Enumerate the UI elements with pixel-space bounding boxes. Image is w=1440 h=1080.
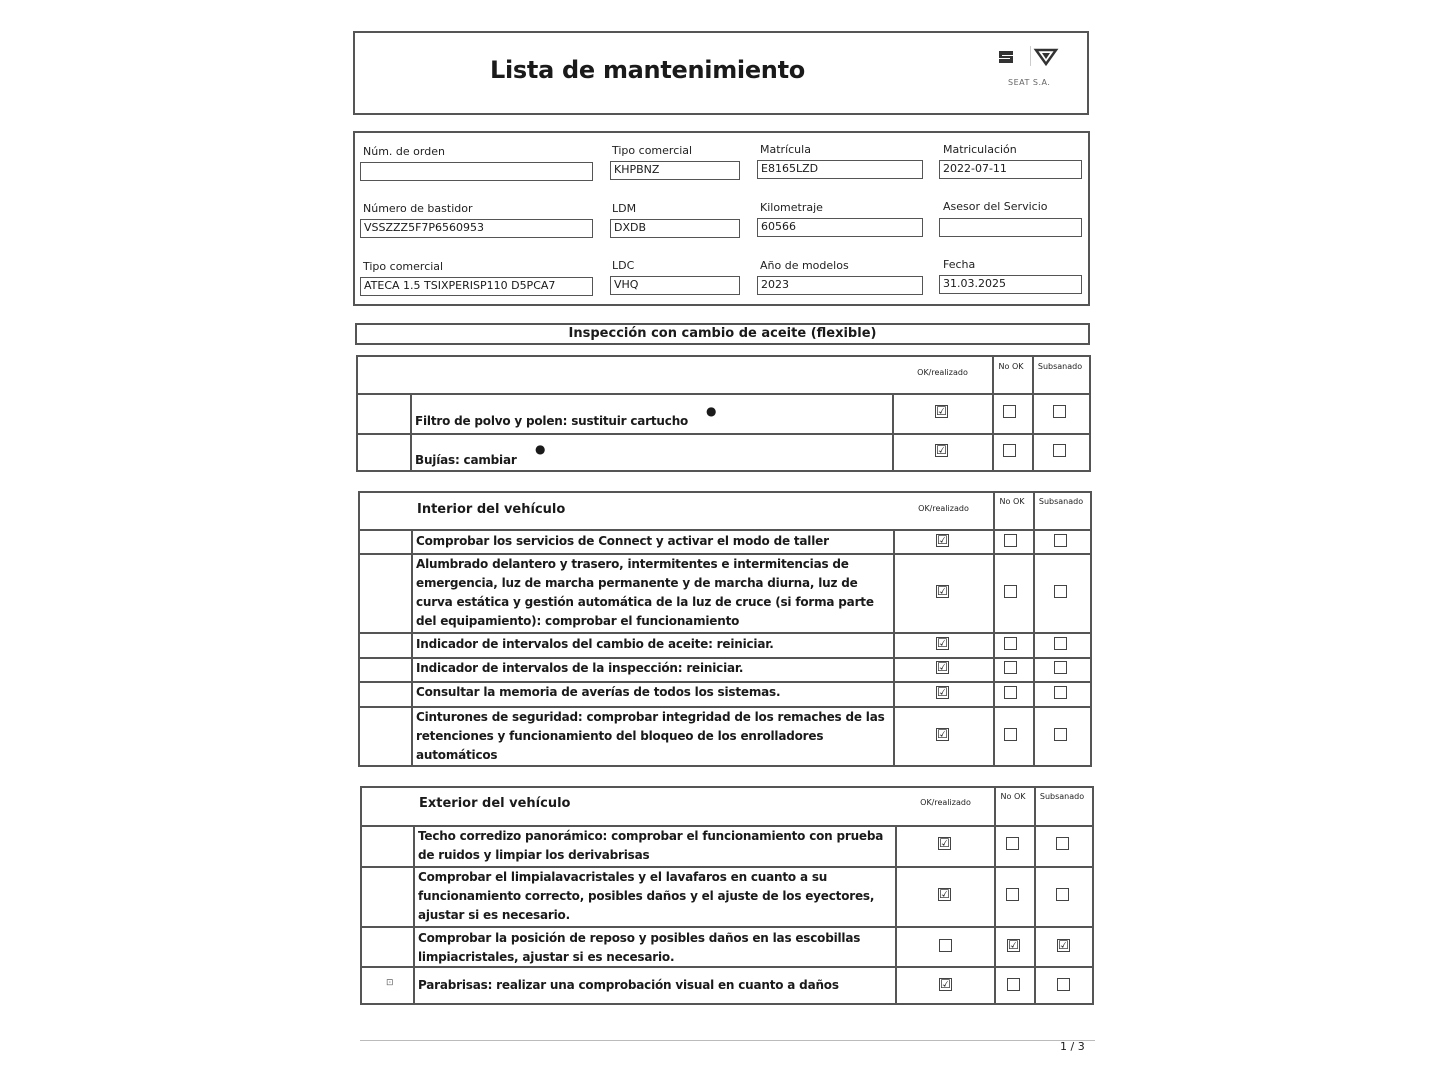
row-text: Techo corredizo panorámico: comprobar el funcionamiento con prueba de ruidos y limpiar los derivabrisas [418, 829, 884, 862]
subsanado-checkbox[interactable] [1056, 888, 1069, 901]
matriculacion-label: Matriculación [943, 143, 1017, 156]
bullet-icon: ⊡ [386, 978, 394, 988]
row-text: Alumbrado delantero y trasero, intermitentes e intermitencias de emergencia, luz de marcha permanente y de marcha diurna, luz de curva estática y gestión automática de la luz de cruce (si forma parte del equipamiento): comprobar el funcionamiento [416, 557, 874, 628]
nook-checkbox[interactable] [1004, 686, 1017, 699]
seat-logo-icon [996, 46, 1018, 68]
kilometraje-label: Kilometraje [760, 201, 823, 214]
subsanado-checkbox[interactable] [1053, 444, 1066, 457]
row-text: Comprobar los servicios de Connect y activar el modo de taller [416, 534, 829, 548]
nook-checkbox[interactable] [1004, 637, 1017, 650]
matricula-field[interactable]: E8165LZD [757, 160, 923, 179]
section3-name: Exterior del vehículo [419, 796, 571, 811]
col-subsanado-header: Subsanado [1038, 497, 1084, 506]
fecha-label: Fecha [943, 258, 976, 271]
nook-checkbox[interactable] [1003, 405, 1016, 418]
nook-checkbox[interactable]: ☑ [1008, 938, 1019, 952]
footer-divider [360, 1040, 1095, 1041]
cupra-logo-icon [1030, 44, 1060, 70]
brand-subtitle: SEAT S.A. [1008, 78, 1051, 87]
row-text: Parabrisas: realizar una comprobación visual en cuanto a daños [418, 978, 839, 992]
subsanado-checkbox[interactable]: ☑ [1058, 938, 1069, 952]
ok-checkbox[interactable]: ☑ [937, 685, 948, 699]
nook-checkbox[interactable] [1003, 444, 1016, 457]
col-ok-header: OK/realizado [917, 368, 968, 377]
nook-checkbox[interactable] [1004, 728, 1017, 741]
asesor-label: Asesor del Servicio [943, 200, 1048, 213]
tipo-comercial-label: Tipo comercial [612, 144, 693, 157]
bastidor-field[interactable]: VSSZZZ5F7P6560953 [360, 219, 593, 238]
matricula-label: Matrícula [760, 143, 811, 156]
subsanado-checkbox[interactable] [1054, 585, 1067, 598]
subsanado-checkbox[interactable] [1053, 405, 1066, 418]
ldm-label: LDM [612, 202, 637, 215]
info-dot-icon: ● [535, 442, 546, 456]
subsanado-checkbox[interactable] [1056, 837, 1069, 850]
subsanado-checkbox[interactable] [1054, 686, 1067, 699]
col-subsanado-header: Subsanado [1037, 362, 1083, 371]
ok-checkbox[interactable]: ☑ [940, 977, 951, 991]
col-ok-header: OK/realizado [918, 504, 969, 513]
ok-checkbox[interactable]: ☑ [937, 660, 948, 674]
matriculacion-field[interactable]: 2022-07-11 [939, 160, 1082, 179]
col-subsanado-header: Subsanado [1039, 792, 1085, 801]
ok-checkbox[interactable]: ☑ [937, 533, 948, 547]
bastidor-label: Número de bastidor [363, 202, 473, 215]
col-nook-header: No OK [1000, 792, 1026, 801]
nook-checkbox[interactable] [1007, 978, 1020, 991]
ano-modelos-field[interactable]: 2023 [757, 276, 923, 295]
nook-checkbox[interactable] [1004, 534, 1017, 547]
nook-checkbox[interactable] [1004, 585, 1017, 598]
ok-checkbox[interactable]: ☑ [937, 727, 948, 741]
ldc-label: LDC [612, 259, 635, 272]
num-orden-label: Núm. de orden [363, 145, 445, 158]
page-title: Lista de mantenimiento [490, 56, 805, 84]
row-text: Indicador de intervalos del cambio de aceite: reiniciar. [416, 637, 774, 651]
col-nook-header: No OK [999, 497, 1025, 506]
tipo-comercial-long-label: Tipo comercial [363, 260, 444, 273]
row-text: Cinturones de seguridad: comprobar integridad de los remaches de las retenciones y funcionamiento del bloqueo de los enrolladores automáticos [416, 710, 885, 762]
row-text: Filtro de polvo y polen: sustituir cartucho [415, 414, 689, 428]
kilometraje-field[interactable]: 60566 [757, 218, 923, 237]
row-text: Indicador de intervalos de la inspección: reiniciar. [416, 661, 744, 675]
row-text: Bujías: cambiar [415, 453, 517, 467]
row-text: Comprobar la posición de reposo y posibles daños en las escobillas limpiacristales, ajustar si es necesario. [418, 931, 861, 964]
ldc-field[interactable]: VHQ [610, 276, 740, 295]
tipo-comercial-long-field[interactable]: ATECA 1.5 TSIXPERISP110 D5PCA7 [360, 277, 593, 296]
ldm-field[interactable]: DXDB [610, 219, 740, 238]
ok-checkbox[interactable] [939, 939, 952, 952]
section2-name: Interior del vehículo [417, 502, 566, 517]
ok-checkbox[interactable]: ☑ [939, 887, 950, 901]
ok-checkbox[interactable]: ☑ [939, 836, 950, 850]
info-dot-icon: ● [706, 404, 717, 418]
ok-checkbox[interactable]: ☑ [937, 584, 948, 598]
page-number: 1 / 3 [1060, 1040, 1085, 1053]
row-text: Consultar la memoria de averías de todos los sistemas. [416, 685, 781, 699]
row-text: Comprobar el limpialavacristales y el lavafaros en cuanto a su funcionamiento correcto, posibles daños y el ajuste de los eyectores, ajustar si es necesario. [418, 870, 875, 922]
nook-checkbox[interactable] [1006, 888, 1019, 901]
tipo-comercial-field[interactable]: KHPBNZ [610, 161, 740, 180]
subsanado-checkbox[interactable] [1054, 661, 1067, 674]
nook-checkbox[interactable] [1004, 661, 1017, 674]
subsanado-checkbox[interactable] [1054, 728, 1067, 741]
col-ok-header: OK/realizado [920, 798, 971, 807]
num-orden-field[interactable] [360, 162, 593, 181]
subsanado-checkbox[interactable] [1054, 637, 1067, 650]
ano-modelos-label: Año de modelos [760, 259, 849, 272]
fecha-field[interactable]: 31.03.2025 [939, 275, 1082, 294]
ok-checkbox[interactable]: ☑ [937, 636, 948, 650]
subsanado-checkbox[interactable] [1054, 534, 1067, 547]
col-nook-header: No OK [998, 362, 1024, 371]
ok-checkbox[interactable]: ☑ [936, 443, 947, 457]
nook-checkbox[interactable] [1006, 837, 1019, 850]
inspection-title: Inspección con cambio de aceite (flexible) [568, 326, 877, 341]
asesor-field[interactable] [939, 218, 1082, 237]
subsanado-checkbox[interactable] [1057, 978, 1070, 991]
ok-checkbox[interactable]: ☑ [936, 404, 947, 418]
